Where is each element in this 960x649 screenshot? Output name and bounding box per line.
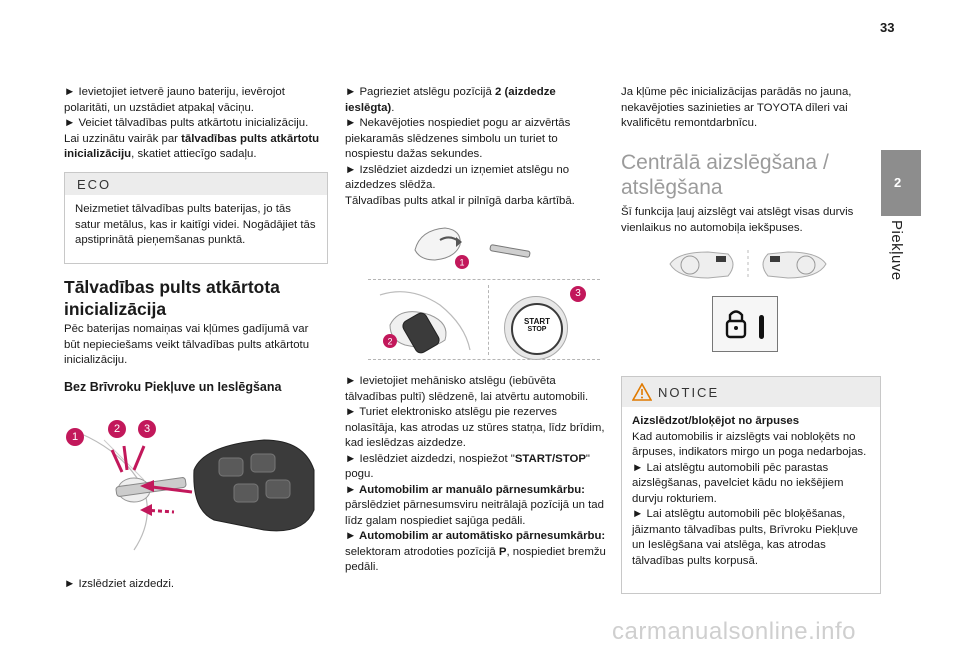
start-label: START — [523, 317, 551, 326]
callout-3: 3 — [138, 420, 156, 438]
dashboard-position-illustration — [668, 248, 828, 282]
ignition-off-step: ► Izslēdziet aizdedzi. — [64, 578, 175, 590]
eco-text: Neizmetiet tālvadības pults baterijas, jo tās satur metālus, kas ir kaitīgi videi. Nogādājiet tās apstiprinātā pieņemšanas punktā. — [75, 203, 316, 246]
divider-dashed-vertical — [488, 285, 489, 355]
page-number: 33 — [880, 20, 895, 35]
lock-button-illustration — [712, 296, 778, 352]
notice-box — [621, 376, 881, 594]
callout-2: 2 — [108, 420, 126, 438]
reinit-intro: Pēc baterijas nomaiņas vai kļūmes gadījumā var būt nepieciešams veikt tālvadības pults atkārtotu inicializāciju. — [64, 323, 310, 366]
key-removal-illustration — [400, 220, 540, 270]
eco-box — [64, 172, 328, 264]
callout-3b: 3 — [570, 286, 586, 302]
col1-intro: ► Ievietojiet ietverē jauno bateriju, ievērojot polaritāti, un uzstādiet atpakaļ vāciņu. ► Veiciet tālvadības pults atkārtotu inicializāciju. Lai uzzinātu vairāk par tālvadības pults atkārtotu inicializāciju, skatiet attiecīgo sadaļu. — [64, 86, 320, 160]
eco-title: ECO — [77, 177, 112, 192]
key-fob-illustration — [64, 410, 326, 560]
callout-1: 1 — [66, 428, 84, 446]
col3-intro: Ja kļūme pēc inicializācijas parādās no jauna, nekavējoties sazinieties ar TOYOTA dīleri vai kvalificētu remontdarbnīcu. — [621, 86, 852, 129]
subheading-no-keyless: Bez Brīvroku Piekļuve un Ieslēgšana — [64, 380, 282, 394]
chapter-number: 2 — [894, 175, 902, 190]
start-stop-button — [504, 296, 568, 360]
padlock-icon — [713, 297, 777, 351]
col2-steps: ► Pagrieziet atslēgu pozīcijā 2 (aizdedze ieslēgta). ► Nekavējoties nospiediet pogu ar aizvērtās piekaramās slēdzenes simbolu un turiet to nospiestu dažas sekundes. ► Izslēdziet aizdedzi un izņemiet atslēgu no aizdedzes slēdža. Tālvadības pults atkal ir pilnīgā darba kārtībā. — [345, 86, 575, 207]
section-heading-central-locking: Centrālā aizslēgšana / atslēgšana — [621, 151, 829, 199]
notice-body: Aizslēdzot/bloķējot no ārpuses Kad automobilis ir aizslēgts vai nobloķēts no ārpuses, indikators mirgo un poga nedarbojas. ► Lai atslēgtu automobili pēc parastas aizslēgšanas, pavelciet kādu no iekšējiem durvju rokturiem. ► Lai atslēgtu automobili pēc bloķēšanas, jāizmanto tālvadības pults, Brīvroku Piekļuve un Ieslēgšana vai atslēga, kas atrodas tālvadības pults korpusā. — [632, 415, 867, 567]
central-locking-desc: Šī funkcija ļauj aizslēgt vai atslēgt visas durvis vienlaikus no automobiļa iekšpuses. — [621, 206, 854, 234]
section-heading-reinit: Tālvadības pults atkārtota inicializācija — [64, 277, 280, 319]
divider-dashed-bottom — [368, 359, 600, 360]
callout-2-svg: 2 — [387, 336, 393, 347]
divider-dashed-top — [368, 279, 600, 280]
chapter-label: Piekļuve — [888, 220, 905, 281]
col2-keyless-steps: ► Ievietojiet mehānisko atslēgu (iebūvēta tālvadības pultī) slēdzenē, lai atvērtu automobili. ► Turiet elektronisko atslēgu pie rezerves nolasītāja, kas atrodas uz stūres statņa, līdz brīdim, kad ieslēdzas aizdedze. ► Ieslēdziet aizdedzi, nospiežot "START/STOP" pogu. ► Automobilim ar manuālo pārnesumkārbu: pārslēdziet pārnesumsviru neitrālajā pozīcijā un tad līdz galam nospiediet sajūga pedāli. ► Automobilim ar automātisko pārnesumkārbu: selektoram atrodoties pozīcijā P, nospiediet bremžu pedāli. — [345, 375, 606, 573]
notice-header — [622, 377, 880, 407]
callout-1-svg: 1 — [459, 257, 465, 268]
watermark: carmanualsonline.info — [612, 618, 856, 645]
eco-header — [65, 173, 327, 195]
warning-triangle-icon — [632, 383, 652, 401]
electronic-key-reader-illustration — [370, 285, 490, 355]
notice-title: NOTICE — [658, 385, 720, 400]
stop-label: STOP — [527, 326, 547, 333]
